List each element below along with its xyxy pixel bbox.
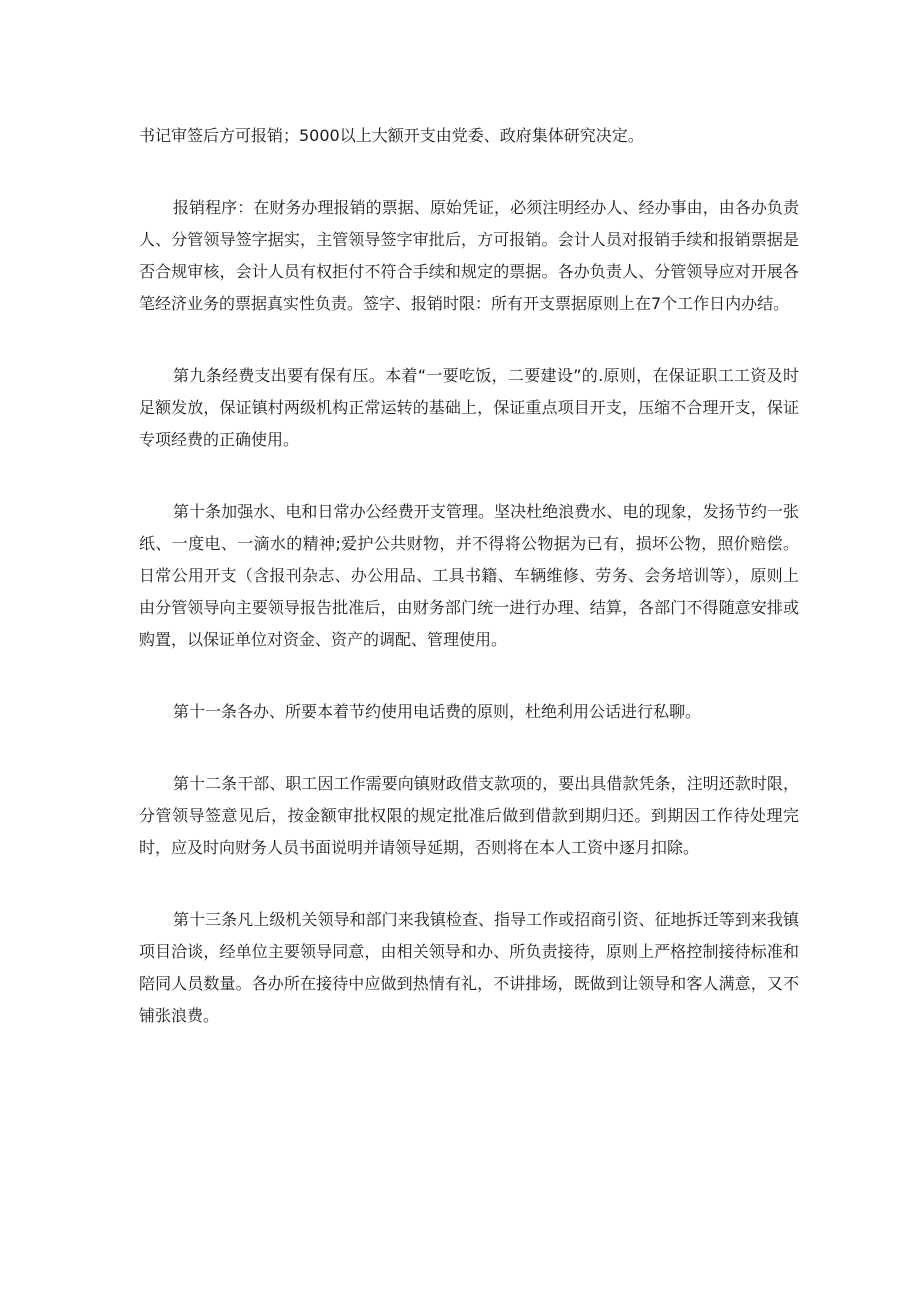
paragraph-article-13: 第十三条凡上级机关领导和部门来我镇检查、指导工作或招商引资、征地拆迁等到来我镇项目洽谈，经单位主要领导同意，由相关领导和办、所负责接待，原则上严格控制接待标准和陪同人员数量。各办所在接待中应做到热情有礼，不讲排场，既做到让领导和客人满意，又不铺张浪费。 — [139, 910, 799, 1025]
paragraph-article-9: 第九条经费支出要有保有压。本着“一要吃饭，二要建设”的.原则，在保证职工工资及时足额发放，保证镇村两级机构正常运转的基础上，保证重点项目开支，压缩不合理开支，保证专项经费的正确使用。 — [139, 366, 799, 449]
document-body — [139, 120, 799, 1072]
paragraph-article-10: 第十条加强水、电和日常办公经费开支管理。坚决杜绝浪费水、电的现象，发扬节约一张纸、一度电、一滴水的精神;爱护公共财物，并不得将公物据为已有，损坏公物，照价赔偿。日常公用开支（含报刊杂志、办公用品、工具书籍、车辆维修、劳务、会务培训等），原则上由分管领导向主要领导报告批准后，由财务部门统一进行办理、结算，各部门不得随意安排或购置，以保证单位对资金、资产的调配、管理使用。 — [139, 502, 799, 649]
paragraph-article-12: 第十二条干部、职工因工作需要向镇财政借支款项的，要出具借款凭条，注明还款时限，分管领导签意见后，按金额审批权限的规定批准后做到借款到期归还。到期因工作待处理完时，应及时向财务人员书面说明并请领导延期，否则将在本人工资中逐月扣除。 — [139, 774, 799, 857]
paragraph-continuation: 书记审签后方可报销；5000以上大额开支由党委、政府集体研究决定。 — [139, 126, 644, 145]
paragraph-article-11: 第十一条各办、所要本着节约使用电话费的原则，杜绝利用公话进行私聊。 — [173, 702, 702, 721]
paragraph-reimbursement-procedure: 报销程序：在财务办理报销的票据、原始凭证，必须注明经办人、经办事由，由各办负责人、分管领导签字据实，主管领导签字审批后，方可报销。会计人员对报销手续和报销票据是否合规审核，会计人员有权拒付不符合手续和规定的票据。各办负责人、分管领导应对开展各笔经济业务的票据真实性负责。签字、报销时限：所有开支票据原则上在7个工作日内办结。 — [139, 198, 799, 313]
